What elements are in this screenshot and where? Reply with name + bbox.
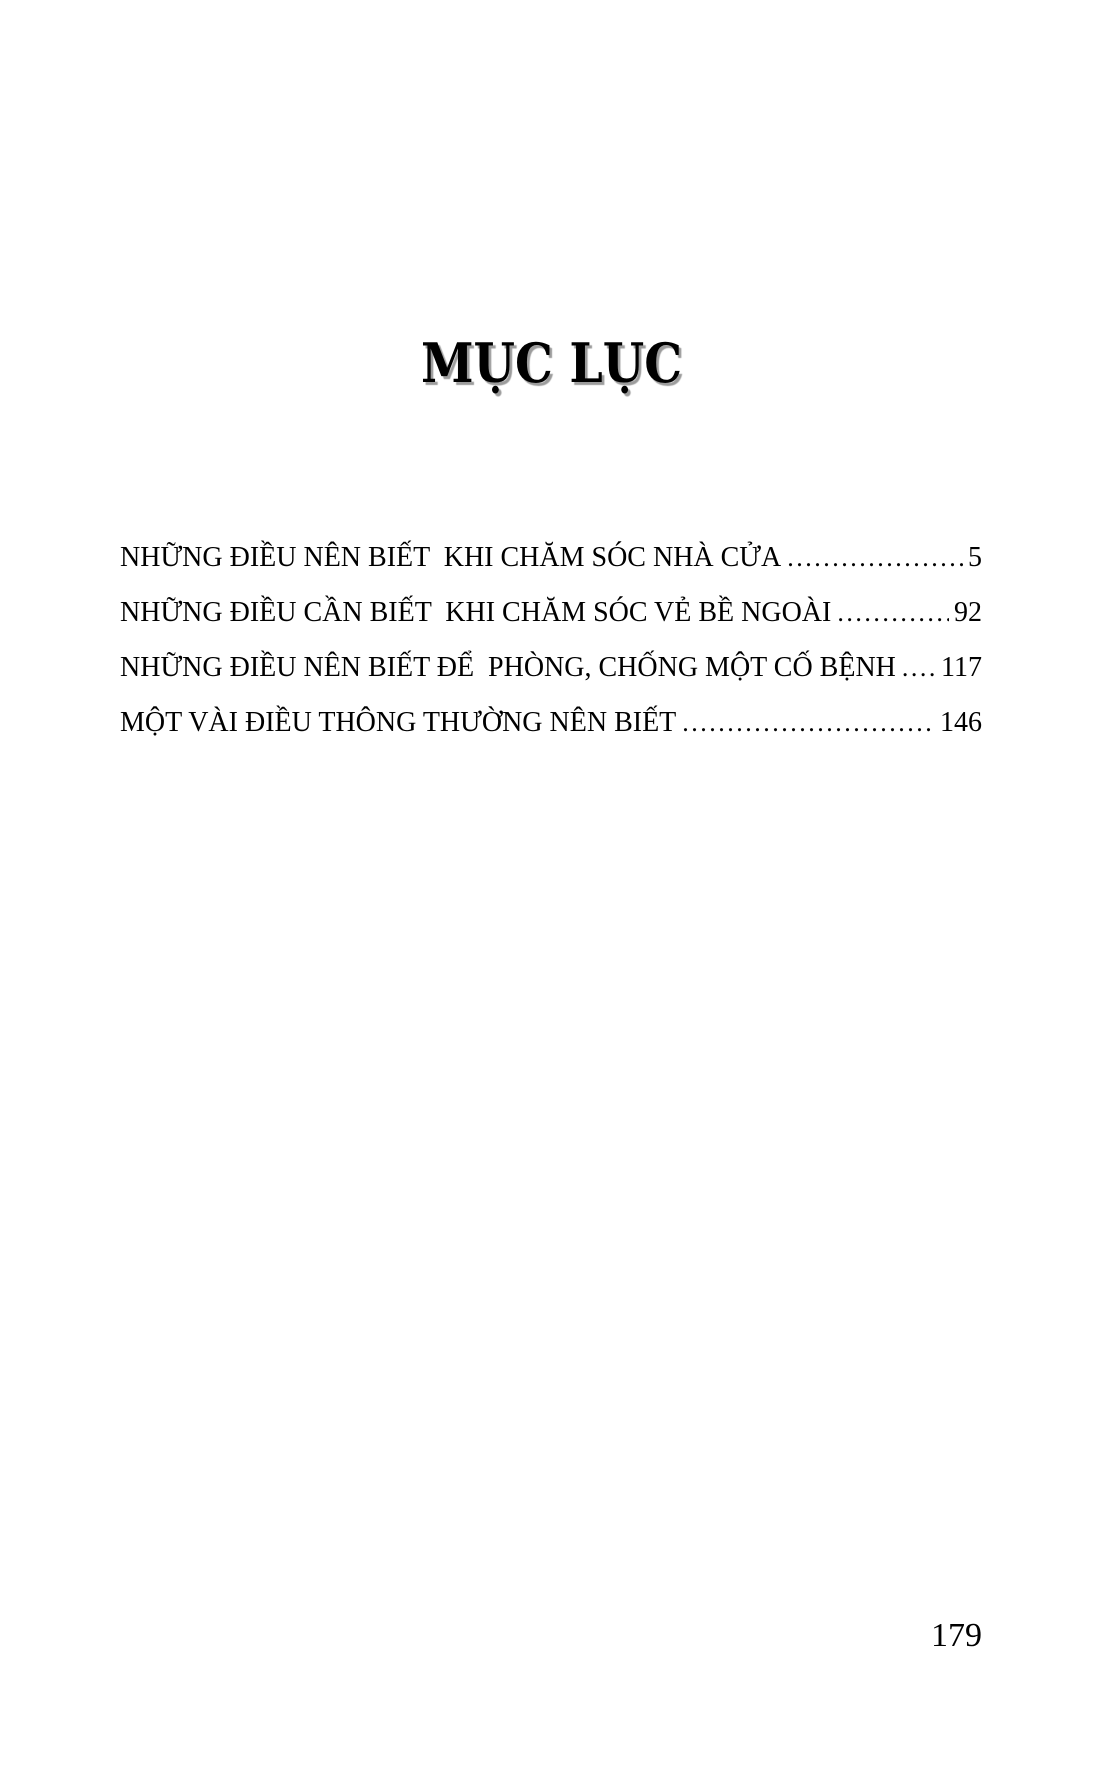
page-title: MỤC LỤC bbox=[420, 331, 683, 395]
toc-entry-label: NHỮNG ĐIỀU NÊN BIẾT KHI CHĂM SÓC NHÀ CỬA bbox=[120, 542, 782, 573]
toc-entry bbox=[120, 530, 982, 585]
toc-dot-leader bbox=[902, 640, 936, 695]
toc-dot-leader bbox=[787, 530, 963, 585]
toc-dot-leader bbox=[837, 585, 949, 640]
toc-entry-page: 92 bbox=[954, 597, 982, 628]
toc-entry-label: NHỮNG ĐIỀU NÊN BIẾT ĐỂ PHÒNG, CHỐNG MỘT CỐ BỆNH bbox=[120, 652, 896, 683]
toc-entry bbox=[120, 585, 982, 640]
toc-entry-page: 146 bbox=[940, 707, 982, 738]
toc-entry bbox=[120, 640, 982, 695]
toc-entry-label: NHỮNG ĐIỀU CẦN BIẾT KHI CHĂM SÓC VẺ BỀ NGOÀI bbox=[120, 597, 832, 628]
toc-entry-page: 117 bbox=[941, 652, 982, 683]
toc-dot-leader bbox=[682, 695, 935, 750]
toc-list bbox=[120, 530, 982, 750]
toc-entry-label: MỘT VÀI ĐIỀU THÔNG THƯỜNG NÊN BIẾT bbox=[120, 707, 677, 738]
toc-entry bbox=[120, 695, 982, 750]
toc-entry-page: 5 bbox=[968, 542, 982, 573]
page-number: 179 bbox=[931, 1617, 982, 1654]
